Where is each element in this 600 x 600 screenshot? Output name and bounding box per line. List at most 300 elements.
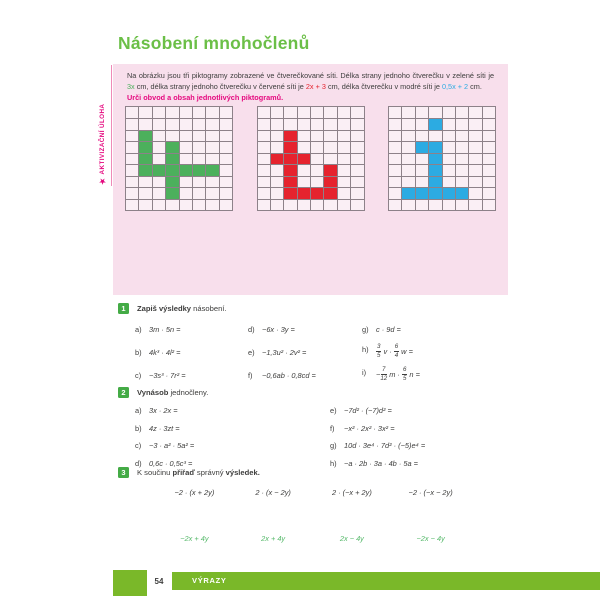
grid-cell	[311, 188, 324, 200]
grid-cell	[469, 107, 482, 119]
grid-cell	[284, 119, 297, 131]
text-segment: přiřaď	[172, 468, 195, 477]
grid-cell	[271, 177, 284, 189]
grid-cell	[416, 165, 429, 177]
grid-cell	[311, 131, 324, 143]
exercise-item	[135, 371, 248, 380]
grid-cell	[206, 119, 219, 131]
footer-page-number: 54	[154, 577, 164, 586]
grid-cell	[324, 177, 337, 189]
grid-cell	[483, 154, 496, 166]
grid-cell	[402, 119, 415, 131]
grid-cell	[284, 131, 297, 143]
text-segment: násobení.	[191, 304, 227, 313]
grid-cell	[351, 188, 364, 200]
exercise-title	[137, 468, 260, 477]
result-item: −2x − 4y	[416, 534, 445, 543]
item-expression: 4z · 3zt =	[149, 423, 180, 433]
text-segment: 2x + 3	[305, 81, 326, 91]
grid-cell	[443, 107, 456, 119]
grid-cell	[351, 200, 364, 212]
exercise-item	[330, 406, 508, 415]
grid-cell	[180, 119, 193, 131]
item-expression: 3m · 5n =	[149, 325, 181, 334]
grid-cell	[469, 142, 482, 154]
sidebar-divider-line	[111, 65, 112, 186]
item-label: h)	[362, 345, 369, 355]
item-expression: −3 · a² · 5a² =	[149, 441, 195, 451]
exercise-item	[135, 348, 248, 357]
text-segment: správný	[194, 468, 226, 477]
grid-cell	[258, 142, 271, 154]
grid-cell	[139, 107, 152, 119]
grid-cell	[206, 154, 219, 166]
exercise-3	[113, 467, 508, 543]
grid-cell	[166, 165, 179, 177]
grid-cell	[389, 188, 402, 200]
grid-cell	[311, 200, 324, 212]
grid-cell	[166, 119, 179, 131]
grid-cell	[443, 119, 456, 131]
grid-cell	[311, 119, 324, 131]
grid-cell	[166, 107, 179, 119]
grid-cell	[166, 154, 179, 166]
grid-cell	[469, 177, 482, 189]
item-expression: −x² · 2x² · 3x² =	[344, 423, 395, 433]
grid-cell	[389, 200, 402, 212]
grid-cell	[324, 188, 337, 200]
footer-section-label: VÝRAZY	[192, 576, 227, 585]
grid-cell	[126, 165, 139, 177]
grid-cell	[284, 165, 297, 177]
grid-cell	[193, 200, 206, 212]
item-expression: 4k³ · 4l² =	[149, 348, 181, 357]
exercise-2	[113, 387, 508, 472]
fraction: $\frac{6}{5}$	[402, 366, 407, 382]
item-label: c)	[135, 441, 142, 451]
grid-cell	[206, 188, 219, 200]
grid-cell	[193, 177, 206, 189]
grid-cell	[389, 131, 402, 143]
item-label: f)	[248, 371, 253, 380]
grid-cell	[220, 188, 233, 200]
grid-cell	[469, 165, 482, 177]
grid-cell	[311, 165, 324, 177]
exercise-item	[362, 325, 508, 334]
text-segment: 3x	[127, 81, 135, 91]
grid-cell	[443, 154, 456, 166]
exercise-item	[330, 424, 508, 433]
grid-cell	[180, 131, 193, 143]
item-expression: −a · 2b · 3a · 4b · 5a =	[344, 458, 418, 468]
grid-cell	[416, 142, 429, 154]
grid-cell	[220, 107, 233, 119]
grid-cell	[351, 107, 364, 119]
grid-cell	[153, 119, 166, 131]
grid-cell	[351, 165, 364, 177]
grid-cell	[284, 142, 297, 154]
grid-cell	[429, 165, 442, 177]
grid-cell	[271, 131, 284, 143]
grid-cell	[258, 119, 271, 131]
grid-cell	[324, 154, 337, 166]
grid-cell	[153, 188, 166, 200]
grid-cell	[298, 131, 311, 143]
grid-cell	[220, 177, 233, 189]
grid-cell	[220, 119, 233, 131]
pictogram-grid-green	[125, 106, 233, 211]
grid-cell	[206, 107, 219, 119]
grid-cell	[324, 131, 337, 143]
grid-cell	[206, 200, 219, 212]
item-label: c)	[135, 371, 142, 380]
grid-cell	[126, 177, 139, 189]
grid-cell	[402, 142, 415, 154]
grid-cell	[284, 154, 297, 166]
text-segment: 0,5x + 2	[441, 81, 469, 91]
exercise-item	[135, 406, 330, 415]
text-segment: jednočleny.	[168, 388, 209, 397]
grid-cell	[483, 200, 496, 212]
grid-cell	[220, 131, 233, 143]
grid-cell	[429, 131, 442, 143]
grid-cell	[389, 154, 402, 166]
sidebar-label-text: AKTIVIZAČNÍ ÚLOHA	[99, 103, 106, 175]
exercise-1	[113, 303, 508, 387]
grid-cell	[311, 154, 324, 166]
grid-cell	[456, 131, 469, 143]
grid-cell	[483, 142, 496, 154]
grid-cell	[416, 177, 429, 189]
exercise-item	[135, 424, 330, 433]
item-label: b)	[135, 423, 142, 433]
grid-cell	[298, 177, 311, 189]
exercise-2-header	[113, 387, 508, 398]
grid-cell	[351, 142, 364, 154]
grid-cell	[429, 142, 442, 154]
grid-cell	[271, 165, 284, 177]
grid-cell	[429, 188, 442, 200]
sidebar-activity-label	[98, 65, 110, 186]
grid-cell	[402, 131, 415, 143]
grid-cell	[180, 200, 193, 212]
item-label: a)	[135, 325, 142, 334]
item-label: e)	[248, 348, 255, 357]
grid-cell	[351, 154, 364, 166]
grid-cell	[284, 107, 297, 119]
grid-cell	[389, 142, 402, 154]
item-expression: −7d² · (−7)d² =	[344, 406, 392, 416]
grid-cell	[271, 107, 284, 119]
grid-cell	[483, 188, 496, 200]
product-item: 2 · (x − 2y)	[255, 488, 291, 497]
grid-cell	[180, 107, 193, 119]
grid-cell	[271, 142, 284, 154]
product-item: −2 · (x + 2y)	[174, 488, 215, 497]
pictogram-grid-blue	[388, 106, 496, 211]
grid-cell	[324, 200, 337, 212]
grid-cell	[298, 154, 311, 166]
text-segment: cm, délka čtverečku v modré síti je	[325, 81, 442, 91]
grid-cell	[193, 107, 206, 119]
activity-box	[113, 64, 508, 295]
grid-cell	[298, 200, 311, 212]
grid-cell	[324, 119, 337, 131]
item-label: a)	[135, 406, 142, 416]
grid-cell	[271, 200, 284, 212]
intro-text	[113, 64, 508, 93]
grid-cell	[456, 200, 469, 212]
grid-cell	[483, 165, 496, 177]
grid-cell	[180, 177, 193, 189]
grid-cell	[139, 142, 152, 154]
grid-cell	[126, 119, 139, 131]
grid-cell	[429, 154, 442, 166]
grid-cell	[258, 200, 271, 212]
grid-cell	[469, 200, 482, 212]
item-label: i)	[362, 368, 367, 378]
grid-cell	[456, 107, 469, 119]
grid-cell	[416, 188, 429, 200]
grid-cell	[126, 131, 139, 143]
grid-cell	[298, 119, 311, 131]
grid-cell	[271, 119, 284, 131]
item-label: e)	[330, 406, 337, 416]
grid-cell	[456, 154, 469, 166]
exercise-item	[248, 325, 362, 334]
grid-cell	[271, 188, 284, 200]
grid-cell	[258, 188, 271, 200]
grid-cell	[258, 154, 271, 166]
grid-cell	[284, 200, 297, 212]
exercise-item	[362, 368, 508, 382]
star-icon: ★	[98, 176, 107, 186]
grid-cell	[402, 154, 415, 166]
text-segment: K součinu	[137, 468, 173, 477]
grid-cell	[180, 188, 193, 200]
item-expression: −0,6ab · 0,8cd =	[262, 371, 316, 380]
grid-cell	[193, 119, 206, 131]
grid-cell	[389, 177, 402, 189]
exercise-1-header	[113, 303, 508, 314]
grid-cell	[402, 200, 415, 212]
grid-cell	[126, 200, 139, 212]
exercise-number-badge: 3	[118, 467, 129, 478]
grid-cell	[338, 154, 351, 166]
grid-cell	[338, 142, 351, 154]
grid-cell	[153, 154, 166, 166]
grid-cell	[193, 154, 206, 166]
text-segment: cm, délka strany jednoho čtverečku v červené síti je	[134, 81, 306, 91]
grid-cell	[443, 142, 456, 154]
grid-cell	[166, 188, 179, 200]
text-segment: Na obrázku jsou tři piktogramy zobrazené ve čtverečkované síti. Délka strany jednoho čtverečku v zelené síti je	[127, 71, 494, 80]
grid-cell	[206, 142, 219, 154]
grid-cell	[166, 142, 179, 154]
item-expression: −3s³ · 7r² =	[149, 371, 186, 380]
fraction: $\frac{3}{5}$	[377, 343, 381, 359]
grid-cell	[258, 177, 271, 189]
grid-cell	[483, 107, 496, 119]
grid-cell	[416, 119, 429, 131]
grid-cell	[469, 131, 482, 143]
grid-cell	[153, 177, 166, 189]
grid-cell	[284, 177, 297, 189]
grid-cell	[338, 188, 351, 200]
grid-cell	[469, 119, 482, 131]
grid-cell	[429, 200, 442, 212]
grid-cell	[429, 107, 442, 119]
grid-cell	[166, 200, 179, 212]
grid-cell	[258, 107, 271, 119]
grid-cell	[389, 119, 402, 131]
grid-cell	[258, 165, 271, 177]
item-label: h)	[330, 458, 337, 468]
grid-cell	[139, 154, 152, 166]
grid-cell	[416, 200, 429, 212]
pictogram-grids-row	[113, 103, 508, 211]
grid-cell	[139, 131, 152, 143]
item-label: d)	[248, 325, 255, 334]
pictogram-grid-red	[257, 106, 365, 211]
grid-cell	[351, 131, 364, 143]
results-row	[113, 534, 508, 543]
footer-accent-square	[113, 570, 147, 596]
grid-cell	[429, 119, 442, 131]
result-item: 2x − 4y	[339, 534, 364, 543]
grid-cell	[153, 142, 166, 154]
item-label: f)	[330, 423, 335, 433]
item-label: g)	[330, 441, 337, 451]
grid-cell	[193, 131, 206, 143]
grid-cell	[180, 165, 193, 177]
grid-cell	[416, 131, 429, 143]
grid-cell	[443, 200, 456, 212]
grid-cell	[311, 107, 324, 119]
grid-cell	[469, 154, 482, 166]
grid-cell	[443, 188, 456, 200]
grid-cell	[402, 107, 415, 119]
grid-cell	[456, 142, 469, 154]
grid-cell	[324, 107, 337, 119]
grid-cell	[206, 177, 219, 189]
item-label: g)	[362, 325, 369, 334]
grid-cell	[456, 188, 469, 200]
grid-cell	[193, 165, 206, 177]
grid-cell	[206, 131, 219, 143]
exercise-1-items	[113, 318, 508, 387]
grid-cell	[443, 177, 456, 189]
grid-cell	[338, 165, 351, 177]
exercise-item	[248, 348, 362, 357]
grid-cell	[220, 154, 233, 166]
grid-cell	[311, 177, 324, 189]
text-segment: cm.	[468, 81, 482, 91]
grid-cell	[483, 177, 496, 189]
grid-cell	[389, 107, 402, 119]
grid-cell	[416, 107, 429, 119]
grid-cell	[338, 177, 351, 189]
grid-cell	[180, 142, 193, 154]
grid-cell	[483, 131, 496, 143]
exercise-item	[330, 441, 508, 450]
grid-cell	[311, 142, 324, 154]
product-item: −2 · (−x − 2y)	[408, 488, 453, 497]
grid-cell	[258, 131, 271, 143]
grid-cell	[271, 154, 284, 166]
text-segment: Zapiš výsledky	[137, 304, 192, 313]
result-item: −2x + 4y	[180, 534, 209, 543]
grid-cell	[180, 154, 193, 166]
text-segment: výsledek.	[225, 468, 260, 477]
grid-cell	[153, 165, 166, 177]
grid-cell	[126, 154, 139, 166]
grid-cell	[456, 177, 469, 189]
grid-cell	[166, 177, 179, 189]
grid-cell	[298, 165, 311, 177]
exercise-item	[248, 371, 362, 380]
grid-cell	[220, 165, 233, 177]
result-item: 2x + 4y	[261, 534, 286, 543]
grid-cell	[284, 188, 297, 200]
grid-cell	[139, 177, 152, 189]
exercise-item	[362, 345, 508, 359]
product-item: 2 · (−x + 2y)	[331, 488, 372, 497]
grid-cell	[443, 165, 456, 177]
grid-cell	[153, 131, 166, 143]
grid-cell	[456, 165, 469, 177]
grid-cell	[324, 165, 337, 177]
footer-section-bar	[172, 572, 600, 590]
exercise-item	[135, 441, 330, 450]
grid-cell	[206, 165, 219, 177]
grid-cell	[483, 119, 496, 131]
grid-cell	[389, 165, 402, 177]
intro-task-line: Urči obvod a obsah jednotlivých piktogramů.	[127, 92, 284, 102]
grid-cell	[126, 107, 139, 119]
item-expression: − $\frac{7}{12}$ m · $\frac{6}{5}$ n =	[376, 366, 420, 382]
item-expression: −6x · 3y =	[262, 325, 295, 334]
item-expression: c · 9d =	[376, 325, 401, 334]
grid-cell	[429, 177, 442, 189]
grid-cell	[402, 188, 415, 200]
exercise-number-badge: 1	[118, 303, 129, 314]
grid-cell	[193, 188, 206, 200]
item-expression: −1,3u² · 2v² =	[262, 348, 307, 357]
grid-cell	[298, 107, 311, 119]
grid-cell	[469, 188, 482, 200]
page-title: Násobení mnohočlenů	[118, 33, 310, 53]
item-expression: 10d · 3e⁴ · 7d² · (−5)e⁴ =	[344, 441, 426, 451]
grid-cell	[153, 200, 166, 212]
grid-cell	[338, 200, 351, 212]
exercise-2-items	[113, 402, 508, 472]
item-expression: $\frac{3}{5}$ v · $\frac{6}{4}$ w =	[377, 343, 413, 359]
exercise-title	[137, 388, 208, 397]
grid-cell	[139, 200, 152, 212]
grid-cell	[139, 188, 152, 200]
fraction: $\frac{6}{4}$	[394, 343, 399, 359]
grid-cell	[220, 200, 233, 212]
grid-cell	[153, 107, 166, 119]
exercise-item	[135, 325, 248, 334]
exercise-3-header	[113, 467, 508, 478]
item-label: d)	[135, 458, 142, 468]
grid-cell	[402, 165, 415, 177]
grid-cell	[298, 188, 311, 200]
grid-cell	[416, 154, 429, 166]
grid-cell	[220, 142, 233, 154]
